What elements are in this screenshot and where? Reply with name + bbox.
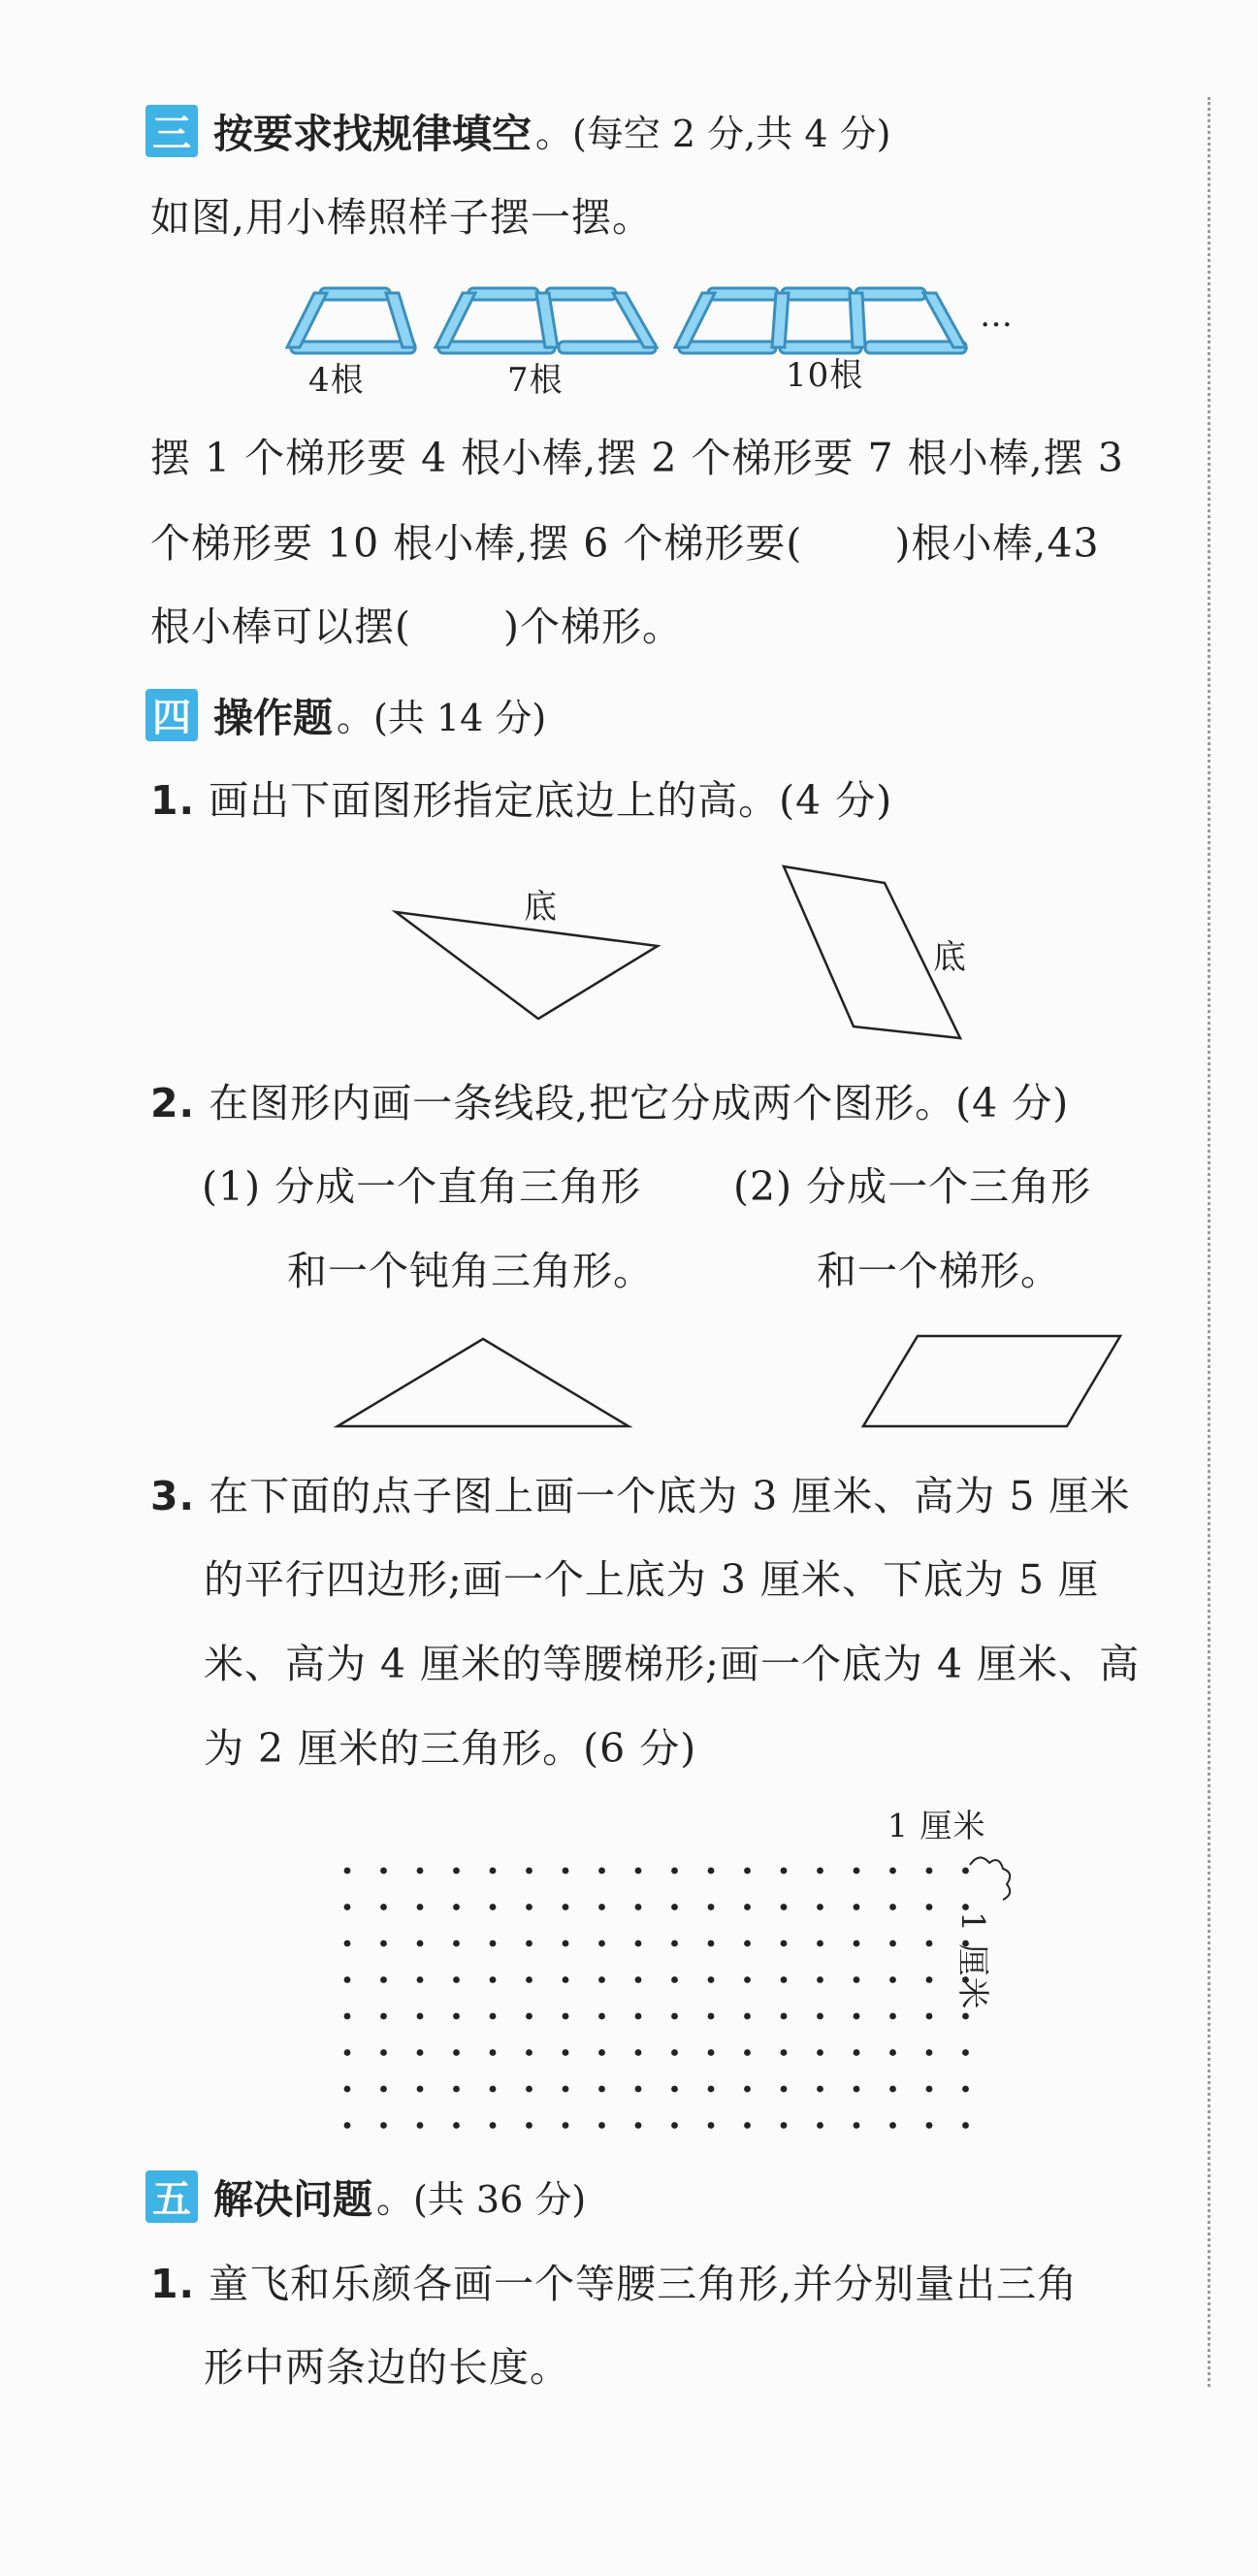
grid-dot	[889, 2086, 896, 2093]
grid-dot	[598, 2086, 605, 2093]
grid-dot	[708, 1940, 715, 1947]
grid-dot	[417, 2086, 424, 2093]
grid-dot	[926, 1940, 933, 1947]
grid-dot	[854, 2086, 860, 2093]
grid-dot	[453, 2049, 460, 2056]
q4-2-sub1-line1: (1) 分成一个直角三角形	[202, 1163, 642, 1210]
q4-3-line-4: 为 2 厘米的三角形。(6 分)	[204, 1725, 697, 1772]
base-label-2: 底	[933, 938, 967, 977]
grid-dot	[526, 2086, 532, 2093]
grid-dot	[962, 2049, 969, 2056]
grid-dot	[635, 2013, 642, 2020]
grid-dot	[926, 1904, 933, 1910]
fig-label-1: 4根	[308, 361, 365, 400]
grid-dot	[926, 1976, 933, 1983]
grid-dot	[563, 1976, 569, 1983]
grid-dot	[889, 1976, 896, 1983]
grid-dot	[926, 2122, 933, 2129]
grid-dot	[781, 1904, 788, 1910]
grid-dot	[817, 2049, 823, 2056]
grid-dot	[490, 1868, 497, 1875]
grid-dot	[453, 1940, 460, 1947]
grid-dot	[380, 2049, 387, 2056]
section-3-line-1: 摆 1 个梯形要 4 根小棒,摆 2 个梯形要 7 根小棒,摆 3	[150, 435, 1124, 481]
grid-dot	[526, 1940, 532, 1947]
grid-dot	[380, 1976, 387, 1983]
q4-3-line-3: 米、高为 4 厘米的等腰梯形;画一个底为 4 厘米、高	[204, 1641, 1141, 1687]
grid-dot	[744, 2049, 751, 2056]
grid-dot	[344, 2049, 351, 2056]
grid-dot	[344, 2086, 351, 2093]
grid-dot	[744, 1868, 751, 1875]
q4-3-line-2: 的平行四边形;画一个上底为 3 厘米、下底为 5 厘	[204, 1556, 1100, 1603]
grid-dot	[889, 1940, 896, 1947]
grid-dot	[671, 1904, 678, 1910]
grid-dot	[926, 2086, 933, 2093]
grid-dot	[563, 1868, 569, 1875]
grid-dot	[380, 2122, 387, 2129]
grid-dot	[490, 2086, 497, 2093]
grid-dot	[671, 1940, 678, 1947]
grid-dot	[490, 2013, 497, 2020]
grid-dot	[781, 1868, 788, 1875]
grid-dot	[889, 2122, 896, 2129]
grid-dot	[817, 1904, 823, 1910]
section-4-badge: 四	[145, 689, 198, 741]
grid-dot	[490, 1976, 497, 1983]
q5-1-line-1: 1. 童飞和乐颜各画一个等腰三角形,并分别量出三角	[150, 2261, 1079, 2307]
grid-dot	[671, 1868, 678, 1875]
grid-dot	[744, 1940, 751, 1947]
base-label-1: 底	[524, 888, 558, 927]
section-3-title: 按要求找规律填空	[213, 111, 532, 157]
grid-dot	[417, 1976, 424, 1983]
q4-2-sub2-line2: 和一个梯形。	[817, 1248, 1061, 1294]
grid-dot	[708, 2049, 715, 2056]
grid-dot	[817, 2122, 823, 2129]
grid-dot	[598, 2049, 605, 2056]
section-5-header	[145, 2168, 586, 2225]
grid-dot	[926, 2049, 933, 2056]
grid-dot	[453, 1976, 460, 1983]
grid-dot	[708, 1976, 715, 1983]
grid-dot	[417, 2122, 424, 2129]
grid-dot	[926, 1868, 933, 1875]
grid-dot	[744, 1904, 751, 1910]
grid-dot	[344, 1868, 351, 1875]
grid-dot	[744, 2013, 751, 2020]
grid-dot	[962, 1904, 969, 1910]
grid-dot	[889, 1868, 896, 1875]
grid-dot	[344, 2122, 351, 2129]
grid-dot	[417, 2049, 424, 2056]
grid-dot	[598, 1904, 605, 1910]
grid-dot	[380, 1940, 387, 1947]
grid-dot	[781, 2122, 788, 2129]
grid-dot	[817, 2086, 823, 2093]
grid-dot	[744, 1976, 751, 1983]
q4-2-sub2-line1: (2) 分成一个三角形	[733, 1163, 1092, 1210]
grid-dot	[344, 2013, 351, 2020]
grid-dot	[563, 1940, 569, 1947]
fig-label-2: 7根	[507, 361, 564, 400]
grid-dot	[708, 1904, 715, 1910]
grid-dot	[889, 1904, 896, 1910]
grid-dot	[380, 1904, 387, 1910]
grid-dot	[781, 1976, 788, 1983]
grid-dot	[453, 1868, 460, 1875]
grid-dot	[962, 2086, 969, 2093]
grid-dot	[962, 2013, 969, 2020]
q4-1: 1. 画出下面图形指定底边上的高。(4 分)	[150, 777, 893, 824]
grid-dot	[526, 2049, 532, 2056]
grid-dot	[344, 1904, 351, 1910]
section-4-note: 。(共 14 分)	[337, 697, 547, 739]
grid-dot	[344, 1976, 351, 1983]
grid-dot	[417, 1904, 424, 1910]
grid-dot	[889, 2049, 896, 2056]
grid-dot	[781, 2086, 788, 2093]
grid-dot	[708, 2122, 715, 2129]
grid-dot	[854, 1976, 860, 1983]
grid-dot	[671, 2049, 678, 2056]
grid-dot	[817, 1940, 823, 1947]
section-3-line-2: 个梯形要 10 根小棒,摆 6 个梯形要( )根小棒,43	[150, 520, 1100, 567]
grid-dot	[563, 2086, 569, 2093]
grid-dot	[635, 1940, 642, 1947]
grid-dot	[453, 2013, 460, 2020]
grid-dot	[817, 1868, 823, 1875]
grid-dot	[854, 1868, 860, 1875]
grid-dot	[526, 2013, 532, 2020]
grid-dot	[671, 1976, 678, 1983]
grid-dot	[417, 1868, 424, 1875]
grid-dot	[854, 1904, 860, 1910]
grid-dot	[453, 1904, 460, 1910]
fig-ellipsis: …	[980, 296, 1014, 335]
grid-dot	[417, 2013, 424, 2020]
section-5-badge: 五	[145, 2170, 198, 2223]
grid-dot	[526, 1904, 532, 1910]
grid-dot	[490, 2049, 497, 2056]
grid-dot	[635, 1976, 642, 1983]
grid-dot	[526, 1976, 532, 1983]
grid-dot	[598, 1976, 605, 1983]
grid-dot	[854, 2049, 860, 2056]
grid-dot	[817, 1976, 823, 1983]
section-3-line-3: 根小棒可以摆( )个梯形。	[150, 603, 683, 650]
grid-dot	[635, 2122, 642, 2129]
grid-dot	[526, 2122, 532, 2129]
grid-dot	[781, 2013, 788, 2020]
grid-dot	[671, 2122, 678, 2129]
grid-dot	[563, 1904, 569, 1910]
grid-dot	[635, 1904, 642, 1910]
grid-dot	[962, 1868, 969, 1875]
grid-dot	[854, 2013, 860, 2020]
grid-dot	[526, 1868, 532, 1875]
q4-3-line-1: 3. 在下面的点子图上画一个底为 3 厘米、高为 5 厘米	[150, 1473, 1131, 1519]
grid-dot	[453, 2122, 460, 2129]
grid-dot	[380, 2086, 387, 2093]
grid-dot	[598, 1868, 605, 1875]
grid-dot	[490, 1904, 497, 1910]
grid-label-vertical: 1 厘米	[954, 1911, 992, 2010]
grid-dot	[889, 2013, 896, 2020]
grid-dot	[598, 2122, 605, 2129]
unit-brace	[970, 1857, 1010, 1900]
section-3-badge: 三	[145, 105, 198, 157]
grid-dot	[380, 2013, 387, 2020]
section-4-title: 操作题	[213, 695, 333, 741]
grid-dot	[563, 2049, 569, 2056]
grid-dot	[453, 2086, 460, 2093]
grid-dot	[490, 2122, 497, 2129]
grid-dot	[598, 2013, 605, 2020]
q5-1-line-2: 形中两条边的长度。	[204, 2344, 570, 2391]
grid-dot	[744, 2086, 751, 2093]
grid-dot	[635, 1868, 642, 1875]
grid-dot	[563, 2013, 569, 2020]
grid-dot	[490, 1940, 497, 1947]
q4-2: 2. 在图形内画一条线段,把它分成两个图形。(4 分)	[150, 1080, 1070, 1126]
grid-dot	[417, 1940, 424, 1947]
section-3-note: 。(每空 2 分,共 4 分)	[535, 113, 891, 155]
grid-dot	[563, 2122, 569, 2129]
grid-dot	[671, 2013, 678, 2020]
grid-dot	[598, 1940, 605, 1947]
grid-dot	[671, 2086, 678, 2093]
grid-dot	[344, 1940, 351, 1947]
grid-dot	[380, 1868, 387, 1875]
grid-dot	[817, 2013, 823, 2020]
q4-2-sub1-line2: 和一个钝角三角形。	[287, 1248, 654, 1294]
grid-dot	[854, 2122, 860, 2129]
section-3-intro: 如图,用小棒照样子摆一摆。	[150, 194, 654, 241]
section-5-title: 解决问题	[213, 2176, 372, 2223]
grid-dot	[962, 2122, 969, 2129]
grid-dot	[854, 1940, 860, 1947]
grid-dot	[926, 2013, 933, 2020]
grid-dot	[635, 2086, 642, 2093]
grid-dot	[708, 2086, 715, 2093]
grid-label-horizontal: 1 厘米	[887, 1807, 986, 1844]
section-5-note: 。(共 36 分)	[376, 2178, 587, 2221]
grid-dot	[635, 2049, 642, 2056]
grid-dot	[708, 2013, 715, 2020]
grid-dot	[708, 1868, 715, 1875]
grid-dot	[744, 2122, 751, 2129]
fig-label-3: 10根	[786, 356, 864, 395]
grid-dot	[781, 1940, 788, 1947]
grid-dot	[781, 2049, 788, 2056]
